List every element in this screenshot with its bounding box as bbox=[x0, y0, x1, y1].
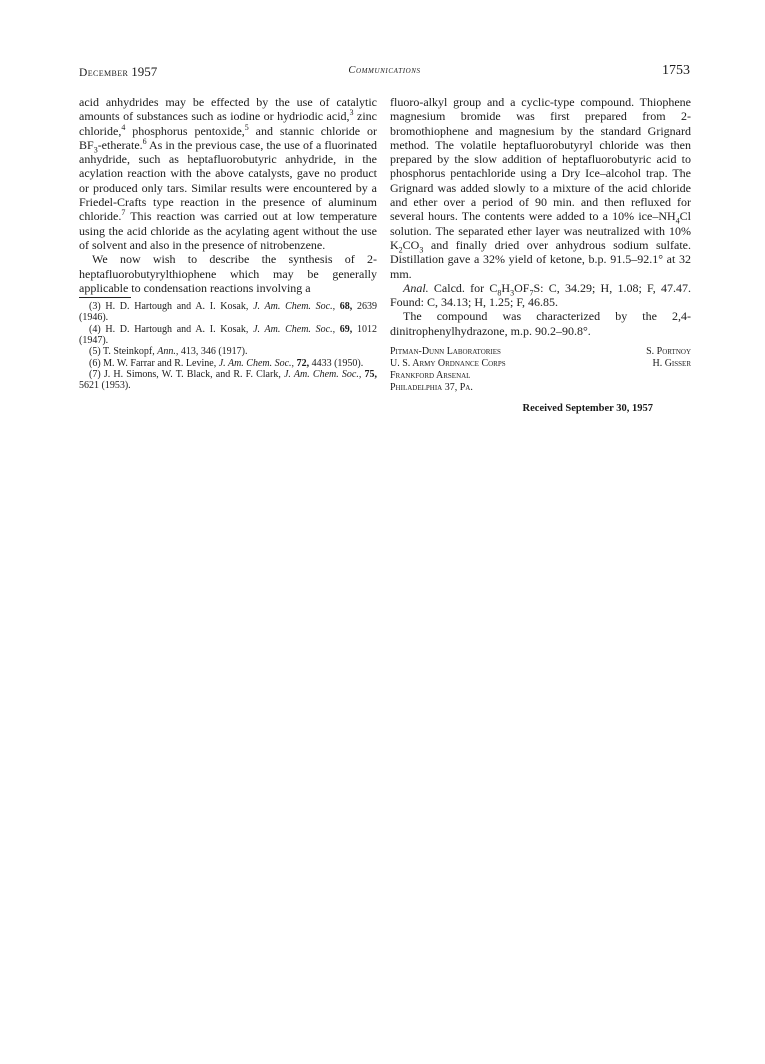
footnote-rule bbox=[79, 297, 131, 298]
paragraph-2: We now wish to describe the synthesis of 2-heptafluorobutyrylthiophene which may be generally applicable to condensation reactions involving a bbox=[79, 252, 377, 295]
header-year: 1957 bbox=[131, 64, 158, 79]
left-column bbox=[79, 95, 377, 392]
footnote-5: (5) T. Steinkopf, Ann., 413, 346 (1917). bbox=[89, 346, 248, 358]
signature-block bbox=[390, 346, 691, 396]
author-gisser: H. Gisser bbox=[652, 358, 691, 370]
footnote-3: (3) H. D. Hartough and A. I. Kosak, J. Am. Chem. Soc., 68, 2639 (1946). bbox=[79, 301, 378, 324]
footnote-6: (6) M. W. Farrar and R. Levine, J. Am. Chem. Soc., 72, 4433 (1950). bbox=[89, 357, 364, 369]
header-month: December bbox=[79, 67, 129, 79]
right-column bbox=[390, 95, 691, 416]
footnote-4: (4) H. D. Hartough and A. I. Kosak, J. Am. Chem. Soc., 69, 1012 (1947). bbox=[79, 323, 378, 347]
analysis-paragraph: Anal. Calcd. for $C_8H_3OF_7S$: C, 34.29; H, 1.08; F, 47.47. Found: C, 34.13; H, 1.25; F, 46.85. bbox=[390, 280, 691, 310]
received-date: Received September 30, 1957 bbox=[522, 403, 653, 415]
header-section: Communications bbox=[348, 65, 421, 76]
authors bbox=[646, 346, 691, 370]
synthesis-paragraph: fluoro-alkyl group and a cyclic-type compound. Thiophene magnesium bromide was first prepared from 2-bromothiophene and magnesium by the standard Grignard method. The volatile heptafluorobutyryl chloride was then prepared by the slow addition of heptafluorobutyric acid to phosphorus pentachloride using a Dry Ice–alcohol trap. The Grignard was added slowly to a mixture of the acid chloride and ether over a period of 90 min. and then refluxed for several hours. The contents were added to a 10% ice–$NH_4Cl$ solution. The separated ether layer was neutralized with 10% $K_2CO_3$ and finally dried over anhydrous sodium sulfate. Distillation gave a 32% yield of ketone, b.p. 91.5–92.1° at 32 mm. bbox=[390, 95, 691, 281]
characterization-paragraph: The compound was characterized by the 2,4-dinitrophenylhydrazone, m.p. 90.2–90.8°. bbox=[390, 309, 691, 338]
author-portnoy: S. Portnoy bbox=[646, 346, 691, 358]
page-number: 1753 bbox=[662, 63, 690, 78]
paragraph-1: acid anhydrides may be effected by the use of catalytic amounts of substances such as iodine or hydriodic acid,$^3$ zinc chloride,$^4$ phosphorus pentoxide,$^5$ and stannic chloride or $BF_3-etherate.^6$ As in the previous case, the use of a fluorinated anhydride, such as heptafluorobutyric anhydride, in the acylation reaction with the above catalysts, gave no product or produced only tars. Similar results were encountered by a Friedel-Crafts type reaction in the presence of aluminum chloride.$^7$ This reaction was carried out at low temperature using the acid chloride as the acylating agent without the use of solvent and also in the presence of nitrobenzene. bbox=[79, 95, 377, 252]
footnote-7: (7) J. H. Simons, W. T. Black, and R. F. Clark, J. Am. Chem. Soc., 75, 5621 (1953). bbox=[79, 368, 377, 392]
affiliation: Pitman-Dunn Laboratories U. S. Army Ordnance Corps Frankford Arsenal Philadelphia 37, Pa. bbox=[390, 346, 506, 394]
footnotes bbox=[79, 301, 377, 391]
running-header bbox=[79, 64, 690, 80]
